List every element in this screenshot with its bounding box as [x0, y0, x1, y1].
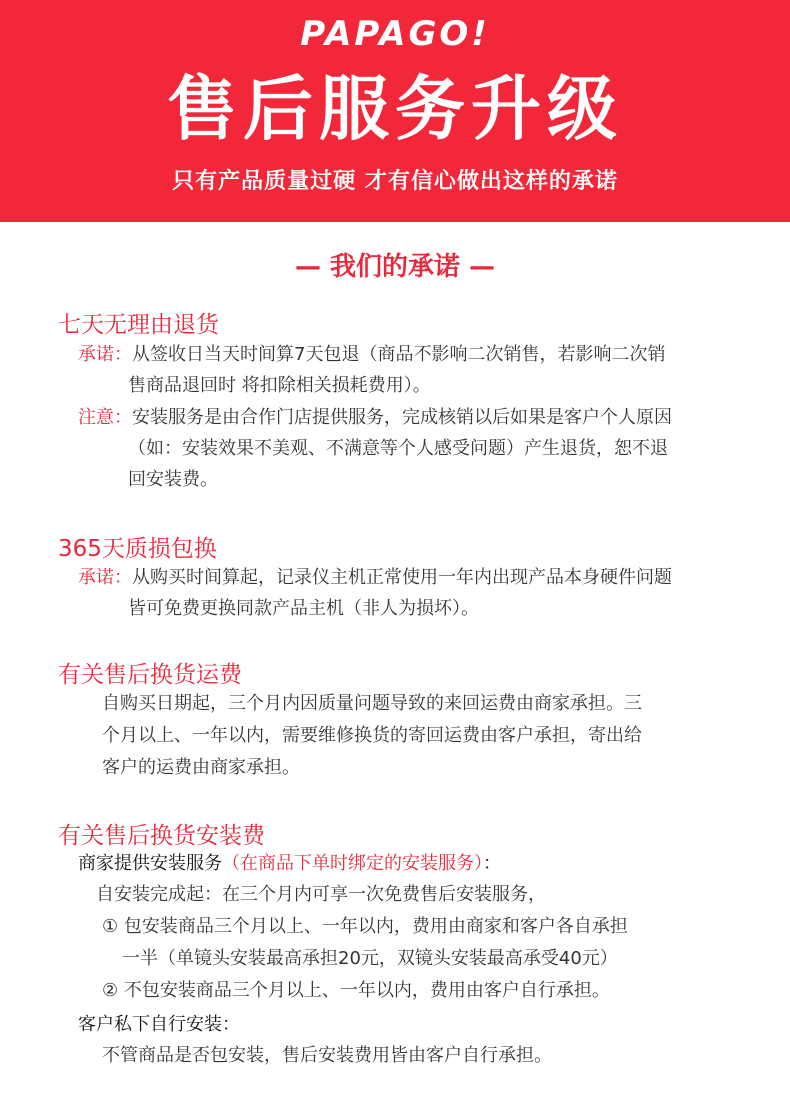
promise-line	[78, 566, 672, 590]
merchant-note: （在商品下单时绑定的安装服务）	[222, 853, 483, 874]
promise-text: 皆可免费更换同款产品主机（非人为损坏）。	[128, 598, 479, 619]
promise-line	[78, 343, 665, 367]
section-title-return: 七天无理由退货	[58, 312, 219, 338]
note-text: （如：安装效果不美观、不满意等个人感受问题）产生退货，恕不退	[128, 438, 668, 459]
note-line	[78, 406, 672, 430]
page-title: 售后服务升级	[167, 68, 623, 150]
note-tag: 注意：	[78, 407, 132, 428]
promise-tag: 承诺：	[78, 344, 132, 365]
section-title-install: 有关售后换货安装费	[58, 823, 265, 849]
shipping-text: 个月以上、一年以内，需要维修换货的寄回运费由客户承担，寄出给	[102, 725, 642, 746]
shipping-text: 自购买日期起，三个月内因质量问题导致的来回运费由商家承担。三	[102, 693, 642, 714]
section-title-warranty: 365天质损包换	[58, 536, 217, 562]
shipping-text: 客户的运费由商家承担。	[102, 757, 300, 778]
note-text: 安装服务是由合作门店提供服务，完成核销以后如果是客户个人原因	[132, 407, 672, 428]
install-item-1-cont: 一半（单镜头安装最高承担20元，双镜头安装最高承受40元）	[122, 948, 618, 969]
customer-install-label: 客户私下自行安装：	[78, 1014, 240, 1035]
install-item-1: ① 包安装商品三个月以上、一年以内，费用由商家和客户各自承担	[102, 916, 628, 937]
merchant-colon: ：	[483, 853, 501, 874]
promise-heading: — 我们的承诺 —	[294, 252, 496, 282]
promise-text: 从购买时间算起，记录仪主机正常使用一年内出现产品本身硬件问题	[132, 567, 672, 588]
header-banner	[0, 0, 790, 222]
merchant-install-line	[78, 852, 501, 876]
promise-text: 售商品退回时 将扣除相关损耗费用）。	[128, 375, 431, 396]
merchant-label: 商家提供安装服务	[78, 853, 222, 874]
brand-logo: PAPAGO!	[300, 14, 490, 54]
promise-tag: 承诺：	[78, 567, 132, 588]
page-subtitle: 只有产品质量过硬 才有信心做出这样的承诺	[172, 169, 618, 194]
note-text: 回安装费。	[128, 469, 218, 490]
section-title-shipping: 有关售后换货运费	[58, 662, 242, 688]
customer-install-text: 不管商品是否包安装，售后安装费用皆由客户自行承担。	[102, 1045, 552, 1066]
promise-text: 从签收日当天时间算7天包退（商品不影响二次销售，若影响二次销	[132, 344, 666, 365]
install-item-2: ② 不包安装商品三个月以上、一年以内，费用由客户自行承担。	[102, 980, 610, 1001]
self-install-text: 自安装完成起：在三个月内可享一次免费售后安装服务，	[96, 884, 546, 905]
